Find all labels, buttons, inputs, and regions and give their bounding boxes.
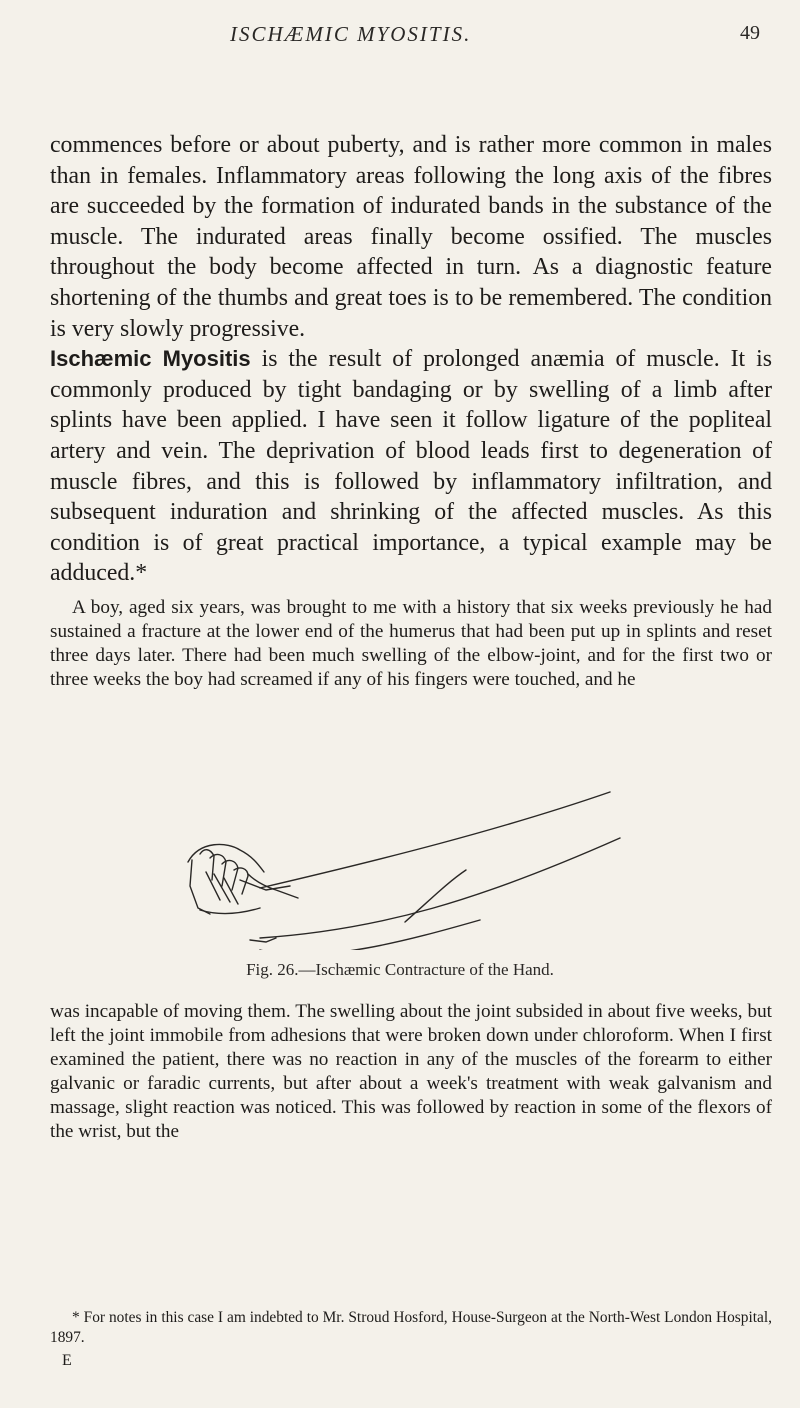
signature-mark: E <box>62 1352 72 1369</box>
case-report-part2 <box>50 1000 772 1144</box>
case-report-part1 <box>50 596 772 692</box>
page-number: 49 <box>740 22 760 44</box>
page-header <box>0 16 800 52</box>
hand-contracture-drawing <box>180 790 650 950</box>
forearm-lower-outline <box>260 838 620 938</box>
section-heading: Ischæmic Myositis <box>50 346 251 372</box>
figure-hand-illustration <box>180 790 650 950</box>
footnote <box>50 1308 772 1348</box>
figure-caption: Fig. 26.—Ischæmic Contracture of the Hand. <box>246 960 554 979</box>
paragraph-ischaemic-myositis <box>50 344 772 589</box>
wrist-crease <box>405 870 466 922</box>
paragraph-puberty: commences before or about puberty, and is rather more common in males than in females. Inflammatory areas following the long axis of the fibres are succeeded by the formation of indurated bands in the substance of the muscle. The indurated areas finally become ossified. The muscles throughout the body become affected in turn. As a diagnostic feature shortening of the thumbs and great toes is to be remembered. The condition is very slowly progressive. <box>50 132 772 342</box>
paragraph-ischaemic-body: is the result of prolonged anæmia of muscle. It is commonly produced by tight bandaging or by swelling of a limb after splints have been applied. I have seen it follow ligature of the popliteal artery and vein. The deprivation of blood leads first to degeneration of muscle fibres, and this is followed by inflammatory infiltration, and subsequent induration and shrinking of the affected muscles. As this condition is of great practical importance, a typical example may be adduced.* <box>50 346 772 587</box>
case-report-text-1: A boy, aged six years, was brought to me with a history that six weeks previously he had sustained a fracture at the lower end of the humerus that had been put up in splints and reset three days later. There had been much swelling of the elbow-joint, and for the first two or three weeks the boy had screamed if any of his fingers were touched, and he <box>50 597 772 690</box>
footnote-text: * For notes in this case I am indebted to Mr. Stroud Hosford, House-Surgeon at the North-West London Hospital, 1897. <box>50 1309 772 1346</box>
running-title: ISCHÆMIC MYOSITIS. <box>230 22 472 46</box>
wrist-lower-detail <box>250 938 276 942</box>
case-report-text-2: was incapable of moving them. The swelling about the joint subsided in about five weeks, but left the joint immobile from adhesions that were broken down under chloroform. When I first examined the patient, there was no reaction in any of the muscles of the forearm to either galvanic or faradic currents, but after about a week's treatment with weak galvanism and massage, slight reaction was noticed. This was followed by reaction in some of the flexors of the wrist, but the <box>50 1001 772 1142</box>
hand-back-outline <box>188 844 264 872</box>
forearm-upper-outline <box>260 792 610 888</box>
main-text <box>50 130 772 589</box>
knuckle-outline <box>190 860 210 914</box>
palm-outline <box>200 908 260 914</box>
